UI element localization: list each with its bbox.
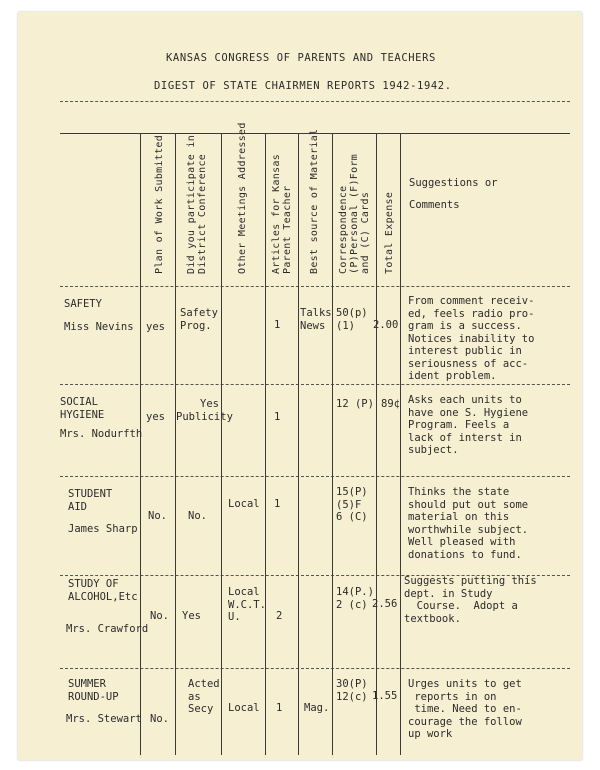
cell-other-meetings: Local: [228, 498, 260, 510]
cell-correspondence: 30(P) 12(c): [336, 678, 368, 703]
cell-articles: 1: [274, 319, 281, 331]
cell-district: Yes: [200, 398, 219, 410]
cell-comments: Asks each units to have one S. Hygiene Program. Feels a lack of interst in subject.: [408, 394, 529, 456]
cell-expense: 1.55: [372, 690, 398, 702]
cell-correspondence: 12 (P): [336, 398, 374, 410]
column-line: [140, 133, 141, 755]
row-title: STUDENT AID: [68, 488, 113, 513]
cell-plan: yes: [146, 411, 165, 423]
cell-correspondence: 14(P.) 2 (c): [336, 586, 374, 611]
cell-district-note: Publicity: [176, 411, 233, 423]
title-rule: [60, 101, 570, 102]
header-district-conference: Did you participate in District Conference: [186, 134, 208, 274]
cell-district: No.: [188, 510, 207, 522]
row-title: SAFETY: [64, 298, 102, 310]
header-suggestions: Suggestions or Comments: [409, 177, 498, 211]
header-total-expense: Total Expense: [384, 191, 395, 274]
header-rule: [60, 286, 570, 287]
document-title: KANSAS CONGRESS OF PARENTS AND TEACHERS: [166, 52, 436, 64]
cell-articles: 1: [274, 498, 281, 510]
cell-comments: From comment receiv- ed, feels radio pro- gram is a success. Notices inability to interest public in seriousness of acc- ident problem.: [408, 295, 535, 382]
cell-correspondence: 15(P) (5)F 6 (C): [336, 486, 368, 523]
cell-plan: yes: [146, 321, 165, 333]
row-divider: [60, 476, 570, 477]
document-subtitle: DIGEST OF STATE CHAIRMEN REPORTS 1942-1942.: [154, 80, 452, 92]
row-title: SUMMER ROUND-UP: [68, 678, 119, 703]
row-chairman: Miss Nevins: [64, 321, 134, 333]
column-line: [221, 133, 222, 755]
column-line: [175, 133, 176, 755]
cell-other-meetings: Local: [228, 702, 260, 714]
cell-articles: 1: [274, 411, 281, 423]
column-line: [298, 133, 299, 755]
cell-plan: No.: [148, 510, 167, 522]
cell-expense: 89¢: [381, 398, 400, 410]
cell-district: Yes: [182, 610, 201, 622]
row-title: SOCIAL HYGIENE: [60, 396, 105, 421]
cell-correspondence: 50(p) (1): [336, 307, 368, 332]
cell-plan: No.: [150, 610, 169, 622]
row-chairman: Mrs. Crawford: [66, 623, 149, 635]
cell-articles: 1: [276, 702, 283, 714]
header-plan-submitted: Plan of Work Submitted: [154, 134, 165, 274]
header-best-source: Best source of Material: [309, 128, 320, 274]
header-other-meetings: Other Meetings Addressed: [237, 122, 248, 274]
header-articles: Articles for Kansas Parent Teacher: [271, 153, 293, 274]
cell-articles: 2: [276, 610, 283, 622]
document-page: [18, 12, 582, 760]
row-chairman: James Sharp: [68, 523, 138, 535]
cell-source: Talks News: [300, 307, 332, 332]
cell-comments: Urges units to get reports in on time. Need to en- courage the follow up work: [408, 678, 522, 740]
cell-district: Acted as Secy: [188, 678, 220, 715]
column-line: [265, 133, 266, 755]
cell-comments: Thinks the state should put out some material on this worthwhile subject. Well pleased with donations to fund.: [408, 486, 529, 561]
column-line: [376, 133, 377, 755]
cell-other-meetings: Local W.C.T. U.: [228, 586, 266, 623]
header-correspondence: Correspondence (P)Personal (F)Form and (C) Cards: [338, 153, 371, 274]
row-divider: [60, 384, 570, 385]
column-line: [332, 133, 333, 755]
cell-district: Safety Prog.: [180, 307, 218, 332]
cell-expense: 2.00: [373, 319, 399, 331]
cell-plan: No.: [150, 713, 169, 725]
cell-comments: Suggests putting this dept. in Study Course. Adopt a textbook.: [404, 575, 537, 625]
cell-expense: 2.56: [372, 598, 398, 610]
row-chairman: Mrs. Nodurfth: [60, 428, 143, 440]
cell-source: Mag.: [304, 702, 330, 714]
row-divider: [60, 668, 570, 669]
row-title: STUDY OF ALCOHOL,Etc: [68, 578, 138, 603]
row-chairman: Mrs. Stewart: [66, 713, 142, 725]
column-line: [400, 133, 401, 755]
